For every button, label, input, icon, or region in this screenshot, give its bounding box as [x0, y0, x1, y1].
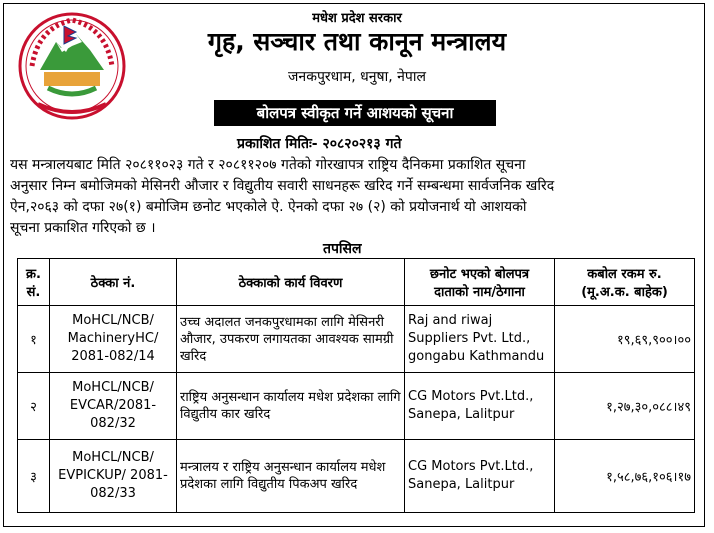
- header-amount-line1: कबोल रकम रु.: [587, 267, 662, 282]
- cell-contract-no: MoHCL/NCB/ EVCAR/2081-082/32: [50, 373, 177, 440]
- cell-contract-no: MoHCL/NCB/ MachineryHC/ 2081-082/14: [50, 306, 177, 373]
- notice-title: बोलपत्र स्वीकृत गर्ने आशयको सूचना: [214, 100, 496, 126]
- table-heading: तपसिल: [323, 241, 362, 257]
- table-header-row: [18, 259, 695, 306]
- cell-sn: २: [18, 373, 50, 440]
- cell-sn: ३: [18, 440, 50, 513]
- header-bidder: [405, 259, 555, 306]
- header-sn: क्र. सं.: [18, 259, 50, 306]
- notice-body-line: सूचना प्रकाशित गरिएको छ ।: [10, 220, 156, 236]
- notice-body-line: यस मन्त्रालयबाट मिति २०८११०२३ गते र २०८११२०७ गतेको गोरखापत्र राष्ट्रिय दैनिकमा प्रकाशित सूचना: [10, 157, 526, 173]
- cell-amount: १,२७,३०,०८८।४९: [555, 373, 695, 440]
- cell-bidder: CG Motors Pvt.Ltd., Sanepa, Lalitpur: [405, 440, 555, 513]
- cell-bidder: CG Motors Pvt.Ltd., Sanepa, Lalitpur: [405, 373, 555, 440]
- header-description: ठेक्काको कार्य विवरण: [177, 259, 405, 306]
- cell-contract-no: MoHCL/NCB/ EVPICKUP/ 2081-082/33: [50, 440, 177, 513]
- notice-body: [10, 155, 700, 239]
- notice-body-line: ऐन,२०६३ को दफा २७(१) बमोजिम छनोट भएकोले ऐ. ऐनको दफा २७ (२) को प्रयोजनार्थ यो आशयको: [10, 199, 527, 215]
- header-amount: [555, 259, 695, 306]
- contracts-table: [17, 258, 695, 513]
- table-row: [18, 306, 695, 373]
- ministry-name: गृह, सञ्चार तथा कानून मन्त्रालय: [207, 27, 507, 56]
- header-amount-line2: (मू.अ.क. बाहेक): [581, 285, 668, 300]
- header-bidder-line2: दाताको नाम/ठेगाना: [434, 285, 525, 300]
- cell-description: मन्त्रालय र राष्ट्रिय अनुसन्धान कार्यालय मधेश प्रदेशका लागि विद्युतीय पिकअप खरिद: [177, 440, 405, 513]
- table-row: [18, 440, 695, 513]
- cell-amount: १,५८,७६,१०६।१७: [555, 440, 695, 513]
- table-row: [18, 373, 695, 440]
- cell-amount: १९,६९,९००।००: [555, 306, 695, 373]
- cell-description: उच्च अदालत जनकपुरधामका लागि मेसिनरी औजार, उपकरण लगायतका आवश्यक सामग्री खरिद: [177, 306, 405, 373]
- published-date: प्रकाशित मितिः- २०८२०२१३ गते: [237, 136, 402, 152]
- cell-bidder: Raj and riwaj Suppliers Pvt. Ltd., gongabu Kathmandu: [405, 306, 555, 373]
- notice-body-line: अनुसार निम्न बमोजिमको मेसिनरी औजार र विद्युतीय सवारी साधनहरू खरिद गर्ने सम्बन्धमा सार्वजनिक खरिद: [10, 178, 555, 194]
- cell-description: राष्ट्रिय अनुसन्धान कार्यालय मधेश प्रदेशका लागि विद्युतीय कार खरिद: [177, 373, 405, 440]
- header-bidder-line1: छनोट भएको बोलपत्र: [429, 267, 530, 282]
- cell-sn: १: [18, 306, 50, 373]
- ministry-address: जनकपुरधाम, धनुषा, नेपाल: [288, 69, 426, 85]
- government-name: मधेश प्रदेश सरकार: [312, 11, 402, 26]
- header-contract-no: ठेक्का नं.: [50, 259, 177, 306]
